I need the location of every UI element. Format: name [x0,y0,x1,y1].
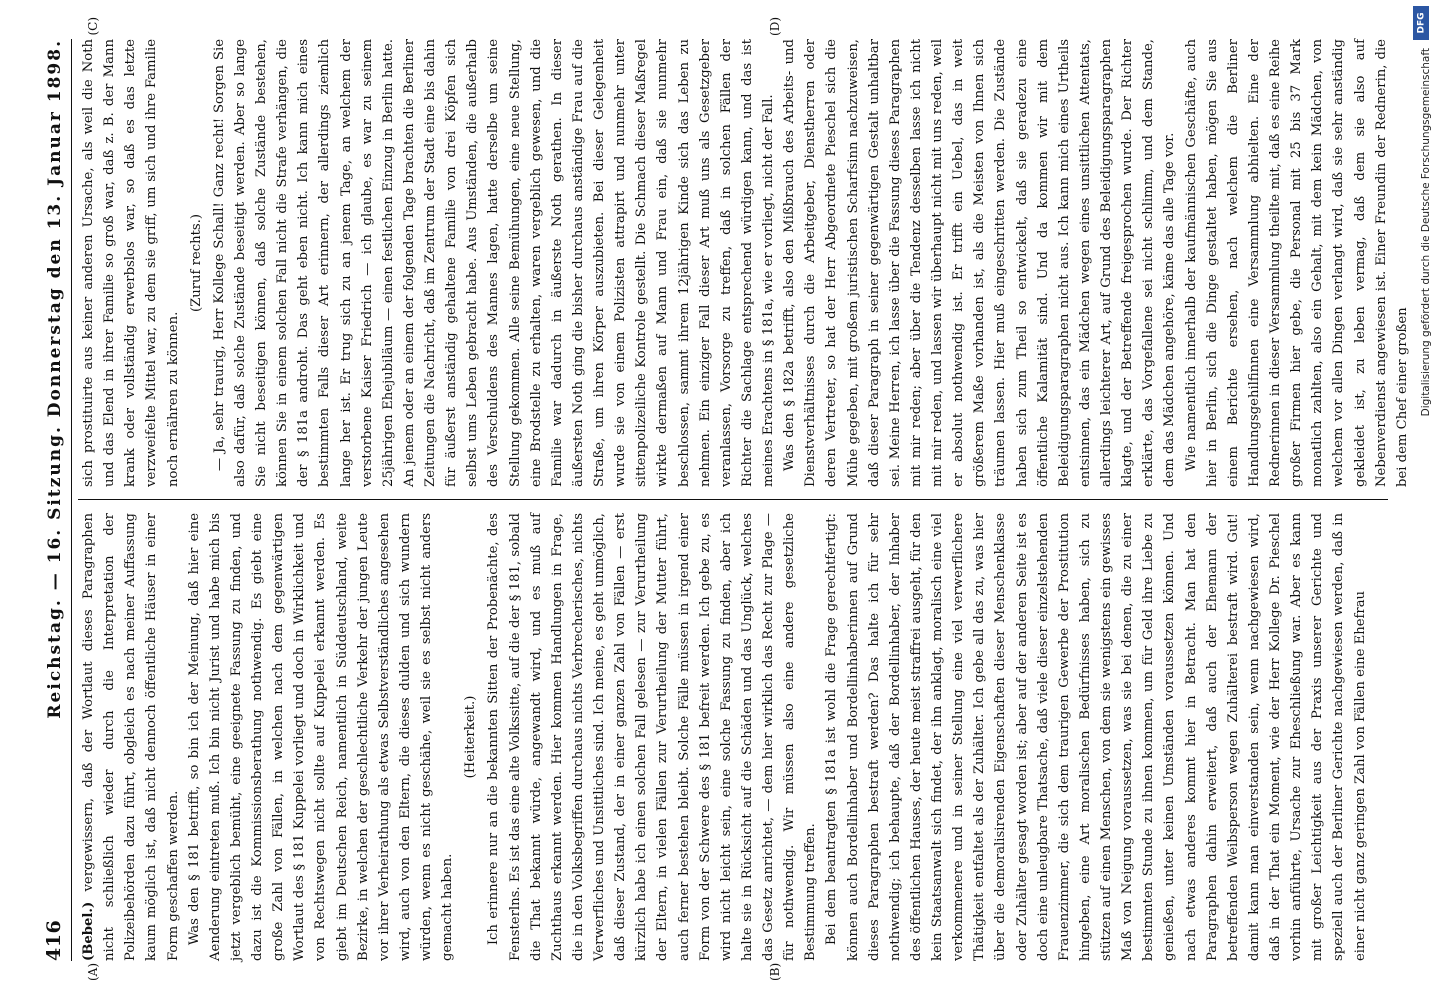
right-paragraph-2: — Ja, sehr traurig, Herr Kollege Schall! Ganz recht! Sorgen Sie also dafür, daß solche Zustände beseitigt werden. Aber so lange Sie nicht beseitigen können, daß solche Zustände bestehen, können Sie in einem solchen Fall nicht die Strafe verhängen, die der § 181a androht. Das geht eben nicht. Ich kann mich eines bestimmten Falls dieser Art erinnern, der allerdings ziemlich lange her ist. Er trug sich zu an jenem Tage, an welchem der verstorbene Kaiser Friedrich — ich glaube, es war zu seinem 25jährigen Ehejubiläum — einen festlichen Einzug in Berlin hatte. An jenem oder an einem der folgenden Tage brachten die Berliner Zeitungen die Nachricht, daß im Zentrum der Stadt eine bis dahin für äußerst anständig gehaltene Familie von drei Köpfen sich selbst ums Leben gebracht habe. Aus Umständen, die außerhalb des Verschuldens des Mannes lagen, hatte derselbe um seine Stellung gekommen. Alle seine Bemühungen, eine neue Stellung, eine Brodstelle zu erhalten, waren vergeblich gewesen, und die Familie war dadurch in äußerste Noth gerathen. In dieser äußersten Noth ging die bisher durchaus anständige Frau auf die Straße, um ihren Körper auszubieten. Bei dieser Gelegenheit wurde sie von einem Polizisten attrapirt und nunmehr unter sittenpolizeiliche Kontrole gestellt. Die Schmach dieser Maßregel wirkte dermaßen auf Mann und Frau ein, daß sie nunmehr beschlossen, sammt ihrem 12jährigen Kinde sich das Leben zu nehmen. Ein einziger Fall dieser Art muß uns als Gesetzgeber veranlassen, Vorsorge zu treffen, daß in solchen Fällen der Richter die Sachlage entsprechend würdigen kann, und das ist meines Erachtens in § 181a, wie er vorliegt, nicht der Fall. [211,39,776,487]
interjection-zuruf: (Zuruf rechts.) [188,213,204,313]
dfg-logo-text: DFG [1416,12,1427,34]
column-divider [78,499,1388,500]
rotated-document-page [37,17,1410,981]
right-column [78,39,1410,487]
left-paragraph-4: Bei dem beantragten § 181a ist wohl die Frage gerechtfertigt: können auch Bordellinhaber und Bordellinhaberinnen auf Grund dieses Paragraphen bestraft werden? Das halte ich für sehr nothwendig; ich behaupte, daß der Bordellinhaber, der Inhaber des öffentlichen Hauses, der heute meist straffrei ausgeht, für den kein Staatsanwalt sich findet, der ihn anklagt, moralisch eine viel verkommenere und in seiner Stellung eine viel verwerflichere Thätigkeit entfaltet als der Zuhälter. Ich gebe all das zu, was hier über die demoralisirenden Eigenschaften dieser Menschenklasse oder Zuhälter gesagt worden ist; aber auf der anderen Seite ist es doch eine unleugbare Thatsache, daß viele dieser einzelstehenden Frauenzimmer, die sich dem traurigen Gewerbe der Prostitution hingeben, eine Art moralischen Bedürfnisses haben, sich zu stützen auf einen Menschen, von dem sie wenigstens ein gewisses Maß von Neigung voraussetzen, was sie bei denen, die zu einer bestimmten Stunde zu ihnen kommen, um für Geld ihre Liebe zu genießen, unter keinen Umständen voraussetzen können. Und nach etwas anderes kommt hier in Betracht. Man hat den Paragraphen dahin erweitert, daß auch der Ehemann der betreffenden Weibsperson wegen Zuhälterei bestraft wird. Gut! damit kann man einverstanden sein, wenn nachgewiesen wird, daß in der That ein Moment, wie der Herr Kollege Dr. Pieschel vorhin anführte, Ursache zur Eheschließung war. Aber es kann mit großer Leichtigkeit aus der Praxis unserer Gerichte und speziell auch der Berliner Gerichte nachgewiesen werden, daß in einer nicht ganz geringen Zahl von Fällen eine Ehefrau [824,513,1368,961]
margin-mark-c: (C) [86,17,100,36]
left-column [78,513,1388,961]
digitization-credit: Digitalisierung gefördert durch die Deutsche Forschungsgemeinschaft [1420,48,1432,417]
right-paragraph-1: sich prostituirte aus keiner anderen Ursache, als weil die Noth und das Elend in ihrer Familie so groß war, daß z. B. der Mann krank oder vollständig erwerbslos war, so daß es das letzte verzweifelte Mittel war, zu dem sie griff, um sich und ihre Familie noch ernähren zu können. [81,39,181,487]
interjection-heiterkeit: (Heiterkeit.) [463,695,479,779]
left-paragraph-1 [78,513,184,961]
left-paragraph-2: Was den § 181 betrifft, so bin ich der Meinung, daß hier eine Aenderung eintreten muß. Ich bin nicht Jurist und habe mich bis jetzt vergeblich bemüht, eine geeignete Fassung zu finden, und dazu ist die Kommissionsberathung nothwendig. Es giebt eine große Zahl von Fällen, in welchen nach dem gegenwärtigen Wortlaut des § 181 Kuppelei vorliegt und doch in Wirklichkeit und von Rechtswegen nicht sollte auf Kuppelei erkannt werden. Es giebt im Deutschen Reich, namentlich in Süddeutschland, weite Bezirke, in welchen der geschlechtliche Verkehr der jungen Leute vor ihrer Verheirathung als etwas Selbstverständliches angesehen wird, auch von den Eltern, die dieses dulden und sich wundern würden, wenn es nicht geschähe, weil sie es selbst nicht anders gemacht haben. [186,513,456,961]
page-number: 416 [43,919,65,961]
right-paragraph-4: Wie namentlich innerhalb der kaufmännischen Geschäfte, auch hier in Berlin, sich die Dinge gestaltet haben, mögen Sie aus einem Berichte ersehen, nach welchem die Berliner Handlungsgehilfinnen eine Versammlung abhielten. Eine der Rednerinnen in dieser Versammlung theilte mit, daß es eine Reihe großer Firmen hier gebe, die Personal mit 25 bis 37 Mark monatlich zahlten, also ein Gehalt, mit dem kein Mädchen, von welchem vor allen Dingen verlangt wird, daß sie sehr anständig gekleidet ist, zu leben vermag, daß dem sie also auf Nebenverdienst angewiesen ist. Einer Freundin der Rednerin, die bei dem Chef einer großen [1183,39,1410,487]
left-paragraph-3: Ich erinnere nur an die bekannten Sitten der Probenächte, des Fensterlns. Es ist das eine alte Volkssitte, auf die der § 181, sobald die That bekannt würde, angewandt wird, und es muß auf Zuchthaus erkannt werden. Hier kommen Handlungen in Frage, die in den Volksbegriffen durchaus nichts Verbrecherisches, nichts Verwerfliches und Unsittliches sind. Ich meine, es geht unmöglich, daß dieser Zustand, der in einer ganzen Zahl von Fällen — erst kürzlich habe ich einen solchen Fall gelesen — zur Verurtheilung der Eltern, in vielen Fällen zur Verurtheilung der Mutter führt, auch ferner bestehen bleibt. Solche Fälle müssen in irgend einer Form von der Schwere des § 181 befreit werden. Ich gebe zu, es wird nicht leicht sein, eine solche Fassung zu finden, aber ich halte sie in Rücksicht auf die Schäden und das Unglück, welches das Gesetz anrichtet, — dem hier wirklich das Recht zur Plage — für nothwendig. Wir müssen also eine andere gesetzliche Bestimmung treffen. [486,513,819,961]
speaker-name: (Bebel.) [81,901,96,961]
margin-mark-b: (B) [768,962,782,981]
left-paragraph-1-text: vergewissern, daß der Wortlaut dieses Paragraphen nicht schließlich wieder durch die Interpretation der Polizeibehörden dazu führt, obgleich es nach meiner Auffassung kaum möglich ist, daß nicht dennoch öffentliche Häuser in einer Form geschaffen werden. [81,513,181,961]
margin-mark-d: (D) [768,17,782,36]
dfg-logo [1413,6,1429,40]
right-paragraph-3: Was den § 182a betrifft, also den Mißbrauch des Arbeits- und Dienstverhältnisses durch die Arbeitgeber, Dienstherren oder deren Vertreter, so hat der Herr Abgeordnete Pieschel sich die Mühe gegeben, mit großem juristischen Scharfsinn nachzuweisen, daß dieser Paragraph in seiner gegenwärtigen Gestalt unhaltbar sei. Meine Herren, ich lasse über die Fassung dieses Paragraphen mit mir reden; aber über die Tendenz desselben lasse ich nicht mit mir reden, und lassen wir überhaupt nicht mit uns reden, weil er absolut nothwendig ist. Er trifft ein Uebel, das in weit größerem Maße vorhanden ist, als die Meisten von Ihnen sich träumen lassen. Hier muß eingeschritten werden. Die Zustände haben sich zum Theil so entwickelt, daß sie geradezu eine öffentliche Kalamität sind. Und da kommen wir mit dem Beleidigungsparagraphen nicht aus. Ich kann mich eines Urtheils entsinnen, das ein Mädchen wegen eines unsittlichen Attentats, allerdings leichterer Art, auf Grund des Beleidigungsparagraphen klagte, und der Betreffende freigesprochen wurde. Der Richter erklärte, das Vorgefallene sei nicht schlimm, und dem Stande, dem das Mädchen angehöre, käme das alle Tage vor. [782,39,1178,487]
page-header [43,39,72,961]
margin-mark-a: (A) [86,962,100,981]
running-title: Reichstag. — 16. Sitzung. Donnerstag den 13. Januar 1898. [45,39,65,719]
text-columns [78,17,1410,981]
